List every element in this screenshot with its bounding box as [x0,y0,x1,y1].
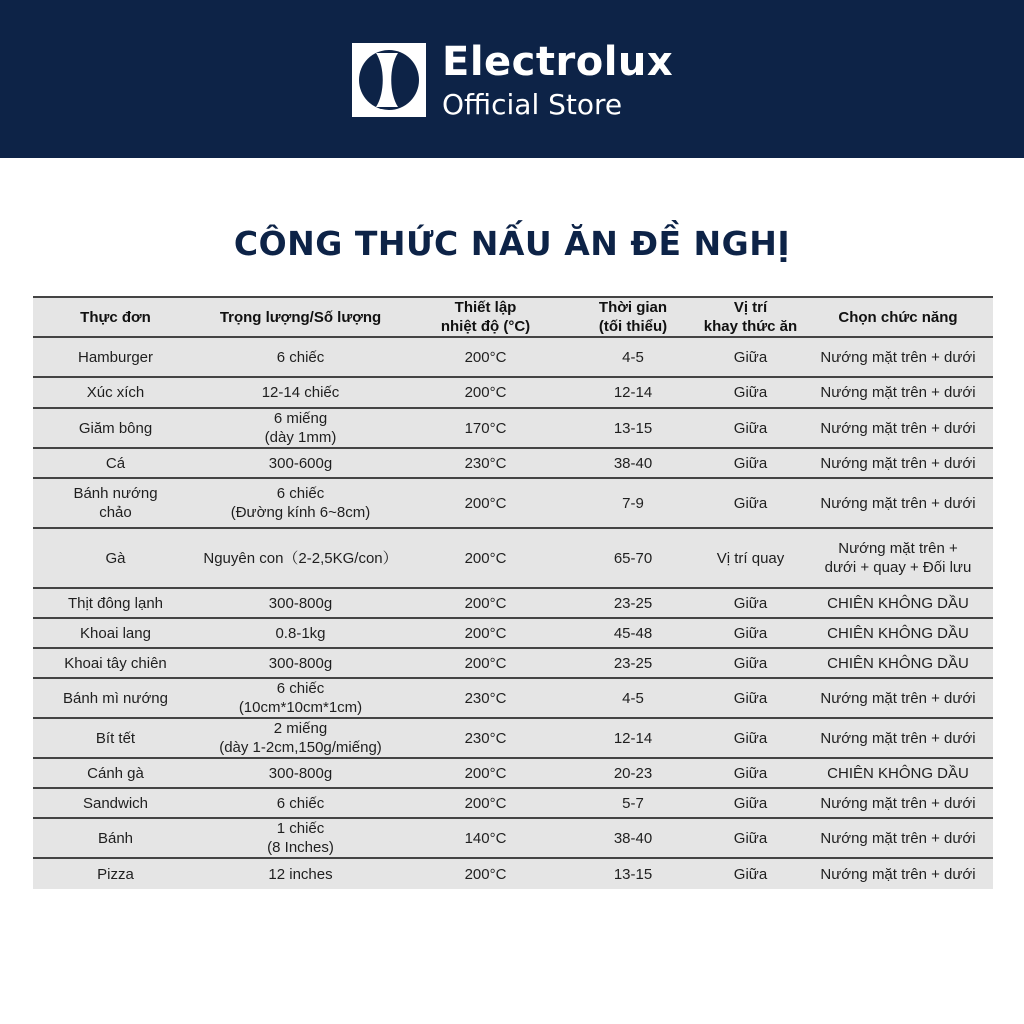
cell-weight: 2 miếng (dày 1-2cm,150g/miếng) [219,720,382,756]
cell-time: 23-25 [613,594,653,612]
cell-temperature: 170°C [464,419,507,437]
table-row [33,679,993,719]
brand-name: Electrolux [442,39,674,85]
cell-function: Nướng mặt trên + dưới [820,865,976,883]
table-body [33,338,993,889]
table-row [33,409,993,449]
brand-subtitle: Official Store [442,88,623,121]
cell-menu: Thịt đông lạnh [67,594,164,612]
header-weight: Trọng lượng/Số lượng [219,308,382,326]
cell-weight: 6 chiếc (10cm*10cm*1cm) [238,680,363,716]
cell-function: Nướng mặt trên + dưới [820,794,976,812]
electrolux-logo-icon [352,43,426,117]
cell-weight: 300-800g [268,764,333,782]
cell-time: 7-9 [622,494,644,512]
cell-time: 23-25 [613,654,653,672]
cell-tray-position: Giữa [733,594,768,612]
cell-function: Nướng mặt trên + dưới [820,729,976,747]
cell-weight: 6 miếng (dày 1mm) [264,410,337,446]
cell-tray-position: Giữa [733,764,768,782]
table-row [33,719,993,759]
cell-time: 13-15 [613,419,653,437]
cell-weight: 1 chiếc (8 Inches) [267,820,334,856]
cell-temperature: 200°C [464,624,507,642]
cell-temperature: 200°C [464,348,507,366]
table-row [33,759,993,789]
cell-weight: 300-600g [268,454,333,472]
cell-tray-position: Giữa [733,384,768,401]
cell-weight: 12-14 chiếc [261,384,340,401]
table-row [33,819,993,859]
cell-tray-position: Giữa [733,729,768,747]
cell-weight: 12 inches [268,865,333,883]
table-row [33,589,993,619]
recipe-table [33,296,993,889]
cell-tray-position: Giữa [733,624,768,642]
cell-temperature: 200°C [464,794,507,812]
cell-tray-position: Giữa [733,348,768,366]
cell-temperature: 200°C [464,549,507,567]
cell-temperature: 200°C [464,865,507,883]
cell-weight: 6 chiếc (Đường kính 6~8cm) [230,485,371,521]
cell-tray-position: Giữa [733,794,768,812]
cell-menu: Cánh gà [87,764,144,782]
cell-weight: 0.8-1kg [275,624,326,642]
cell-time: 4-5 [622,348,644,366]
table-row [33,789,993,819]
cell-function: Nướng mặt trên + dưới + quay + Đối lưu [824,540,972,576]
cell-menu: Gà [105,549,126,567]
cell-tray-position: Giữa [733,454,768,472]
table-row [33,859,993,889]
cell-time: 38-40 [613,829,653,847]
cell-tray-position: Giữa [733,689,768,707]
cell-tray-position: Giữa [733,494,768,512]
cell-time: 13-15 [613,865,653,883]
cell-function: Nướng mặt trên + dưới [820,348,976,366]
cell-menu: Pizza [97,865,134,883]
table-row [33,378,993,409]
cell-menu: Hamburger [77,348,154,366]
cell-function: CHIÊN KHÔNG DẦU [827,764,969,782]
cell-temperature: 200°C [464,594,507,612]
cell-function: CHIÊN KHÔNG DẦU [827,594,969,612]
cell-menu: Bánh [97,829,134,847]
header-function: Chọn chức năng [838,308,958,326]
cell-menu: Giăm bông [78,419,153,437]
cell-menu: Bánh mì nướng [63,689,168,707]
header-time: Thời gian (tối thiểu) [598,299,668,335]
table-row [33,479,993,529]
header-menu: Thực đơn [80,308,151,326]
cell-weight: Nguyên con（2-2,5KG/con） [203,549,398,567]
cell-menu: Bánh nướng chảo [73,485,158,521]
cell-tray-position: Giữa [733,419,768,437]
table-row [33,649,993,679]
cell-function: CHIÊN KHÔNG DẦU [827,654,969,672]
cell-time: 12-14 [613,384,653,401]
cell-time: 45-48 [613,624,653,642]
page-title: CÔNG THỨC NẤU ĂN ĐỀ NGHỊ [233,224,791,263]
cell-temperature: 200°C [464,494,507,512]
cell-temperature: 230°C [464,729,507,747]
cell-weight: 6 chiếc [276,794,325,812]
cell-time: 38-40 [613,454,653,472]
cell-tray-position: Giữa [733,654,768,672]
cell-time: 20-23 [613,764,653,782]
cell-menu: Xúc xích [86,384,145,401]
cell-weight: 300-800g [268,654,333,672]
cell-temperature: 200°C [464,384,507,401]
cell-time: 65-70 [613,549,653,567]
brand-header [0,0,1024,158]
cell-temperature: 230°C [464,454,507,472]
cell-function: Nướng mặt trên + dưới [820,384,976,401]
cell-weight: 300-800g [268,594,333,612]
cell-temperature: 230°C [464,689,507,707]
table-row [33,619,993,649]
cell-temperature: 140°C [464,829,507,847]
cell-menu: Khoai lang [80,624,151,642]
cell-temperature: 200°C [464,764,507,782]
table-row [33,529,993,589]
cell-time: 5-7 [622,794,644,812]
cell-function: Nướng mặt trên + dưới [820,419,976,437]
cell-menu: Khoai tây chiên [64,654,167,672]
cell-menu: Sandwich [82,794,149,812]
table-row [33,449,993,479]
cell-time: 4-5 [622,689,644,707]
cell-menu: Bít tết [95,729,136,747]
cell-menu: Cá [105,454,126,472]
cell-temperature: 200°C [464,654,507,672]
cell-function: Nướng mặt trên + dưới [820,494,976,512]
cell-time: 12-14 [613,729,653,747]
header-temperature: Thiết lập nhiệt độ (°C) [440,299,531,335]
cell-tray-position: Giữa [733,829,768,847]
table-header [33,296,993,338]
cell-function: Nướng mặt trên + dưới [820,689,976,707]
cell-tray-position: Giữa [733,865,768,883]
cell-tray-position: Vị trí quay [716,549,785,567]
cell-weight: 6 chiếc [276,348,325,366]
cell-function: Nướng mặt trên + dưới [820,829,976,847]
header-tray-position: Vị trí khay thức ăn [703,299,798,335]
table-row [33,338,993,378]
cell-function: Nướng mặt trên + dưới [820,454,976,472]
cell-function: CHIÊN KHÔNG DẦU [827,624,969,642]
